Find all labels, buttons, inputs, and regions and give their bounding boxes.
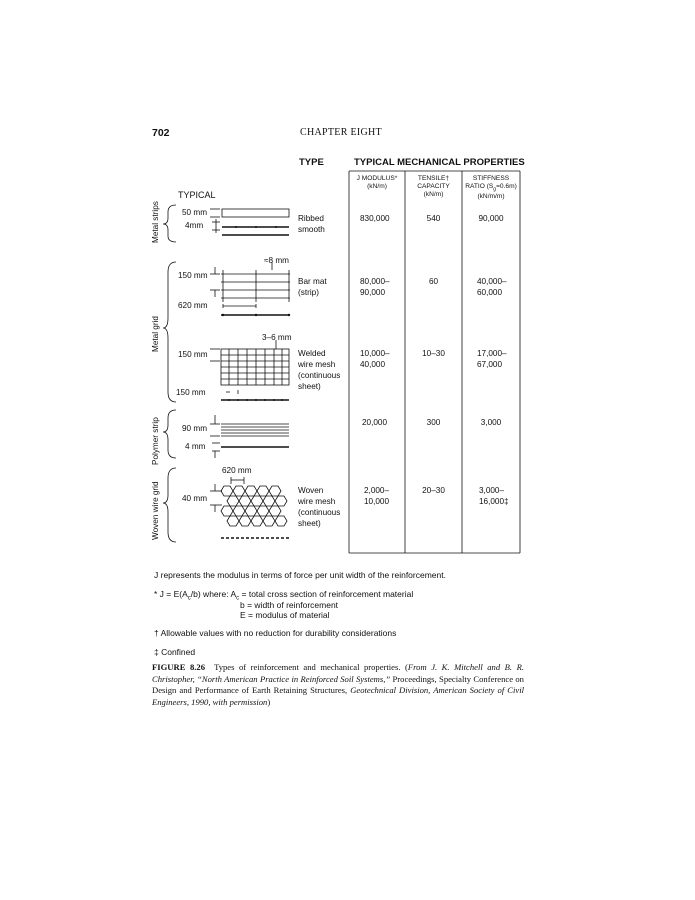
hex-cell [227, 496, 239, 506]
hex-cell [221, 486, 233, 496]
side-label-woven-wire-grid: Woven wire grid [151, 481, 160, 540]
j-value-polymer: 20,000 [362, 418, 388, 427]
hex-cell [245, 506, 257, 516]
dim-label: 620 mm [222, 466, 252, 475]
hex-cell [227, 516, 239, 526]
hex-cell [233, 486, 245, 496]
type-label-welded-mesh: Welded wire mesh (continuous sheet) [298, 349, 341, 391]
side-label-polymer-strip: Polymer strip [151, 417, 160, 465]
tensile-value-metal-strips: 540 [426, 214, 441, 223]
hex-cell [245, 486, 257, 496]
e-definition-note: E = modulus of material [240, 610, 330, 620]
tensile-value-woven: 20–30 [422, 486, 445, 495]
formula-note: * $J = E(A_c/b)$ where: $A_c$ = total cross section of reinforcement material [154, 589, 414, 602]
figure-label: FIGURE 8.26 [152, 662, 205, 672]
brace-polymer [163, 410, 176, 458]
stiffness-value-welded-mesh: 17,000– 67,000 [477, 349, 507, 369]
tensile-value-polymer: 300 [426, 418, 441, 427]
dim-label: 150 mm [178, 350, 208, 359]
dim-label: 150 mm [176, 388, 206, 397]
stiffness-value-bar-mat: 40,000– 60,000 [477, 277, 507, 297]
hex-cell [275, 516, 287, 526]
typical-label: TYPICAL [178, 190, 216, 200]
stiffness-value-woven: 3,000– 16,000‡ [479, 486, 509, 506]
woven-hex-mesh [221, 486, 287, 526]
dim-label: 3–6 mm [262, 333, 292, 342]
type-label-metal-strips: Ribbed smooth [298, 214, 325, 234]
col-header-j-modulus: J MODULUS* (kN/m) [356, 175, 398, 190]
type-heading: TYPE [299, 157, 324, 168]
tensile-value-bar-mat: 60 [428, 277, 439, 286]
col-header-stiffness: STIFFNESS RATIO $(S_g=0.6m)$ (kN/m/m) [465, 175, 517, 201]
dim-label: 620 mm [178, 301, 208, 310]
dim-label: 4 mm [185, 442, 206, 451]
stiffness-value-metal-strips: 90,000 [478, 214, 504, 223]
hex-cell [251, 516, 263, 526]
hex-cell [263, 516, 275, 526]
hex-cell [239, 516, 251, 526]
hex-cell [263, 496, 275, 506]
figure-caption: FIGURE 8.26 Types of reinforcement and mechanical properties. (From J. K. Mitchell and B. R. Christopher, “North American Practice in Reinforced Soil Systems,” Proceedings, Specialty Conference on Design and Performance of Earth Retaining Structures, Geotechnical Division, American Society of Civil Engineers, 1990, with permission) [152, 662, 524, 707]
brace-metal-grid [163, 262, 176, 402]
hex-cell [251, 496, 263, 506]
j-value-bar-mat: 80,000– 90,000 [360, 277, 390, 297]
hex-cell [233, 506, 245, 516]
page-number: 702 [152, 127, 170, 139]
hex-cell [269, 486, 281, 496]
side-label-metal-grid: Metal grid [151, 316, 160, 352]
hex-cell [221, 506, 233, 516]
col-header-tensile: TENSILE† CAPACITY (kN/m) [417, 175, 450, 198]
properties-heading: TYPICAL MECHANICAL PROPERTIES [354, 157, 525, 168]
dim-label: 50 mm [182, 208, 208, 217]
dim-label: ≈8 mm [264, 256, 289, 265]
chapter-title: CHAPTER EIGHT [300, 127, 382, 138]
dim-label: 90 mm [182, 424, 208, 433]
hex-cell [239, 496, 251, 506]
j-value-woven: 2,000– 10,000 [364, 486, 390, 506]
dim-label: 150 mm [178, 271, 208, 280]
hex-cell [257, 486, 269, 496]
hex-cell [275, 496, 287, 506]
hex-cell [257, 506, 269, 516]
type-label-woven: Woven wire mesh (continuous sheet) [298, 486, 341, 528]
double-dagger-note: ‡ Confined [154, 647, 196, 657]
j-value-metal-strips: 830,000 [360, 214, 390, 223]
b-definition-note: b = width of reinforcement [240, 600, 339, 610]
brace-metal-strips [163, 205, 176, 242]
stiffness-value-polymer: 3,000 [480, 418, 502, 427]
dim-label: 40 mm [182, 494, 208, 503]
hex-cell [269, 506, 281, 516]
strip-plan-rect [222, 209, 289, 217]
tensile-value-welded-mesh: 10–30 [422, 349, 445, 358]
j-definition-note: J represents the modulus in terms of force per unit width of the reinforcement. [154, 570, 446, 580]
dagger-note: † Allowable values with no reduction for durability considerations [154, 628, 397, 638]
brace-woven [163, 468, 176, 542]
j-value-welded-mesh: 10,000– 40,000 [360, 349, 390, 369]
type-label-bar-mat: Bar mat (strip) [298, 277, 327, 297]
dim-label: 4mm [185, 221, 204, 230]
side-label-metal-strips: Metal strips [151, 201, 160, 243]
